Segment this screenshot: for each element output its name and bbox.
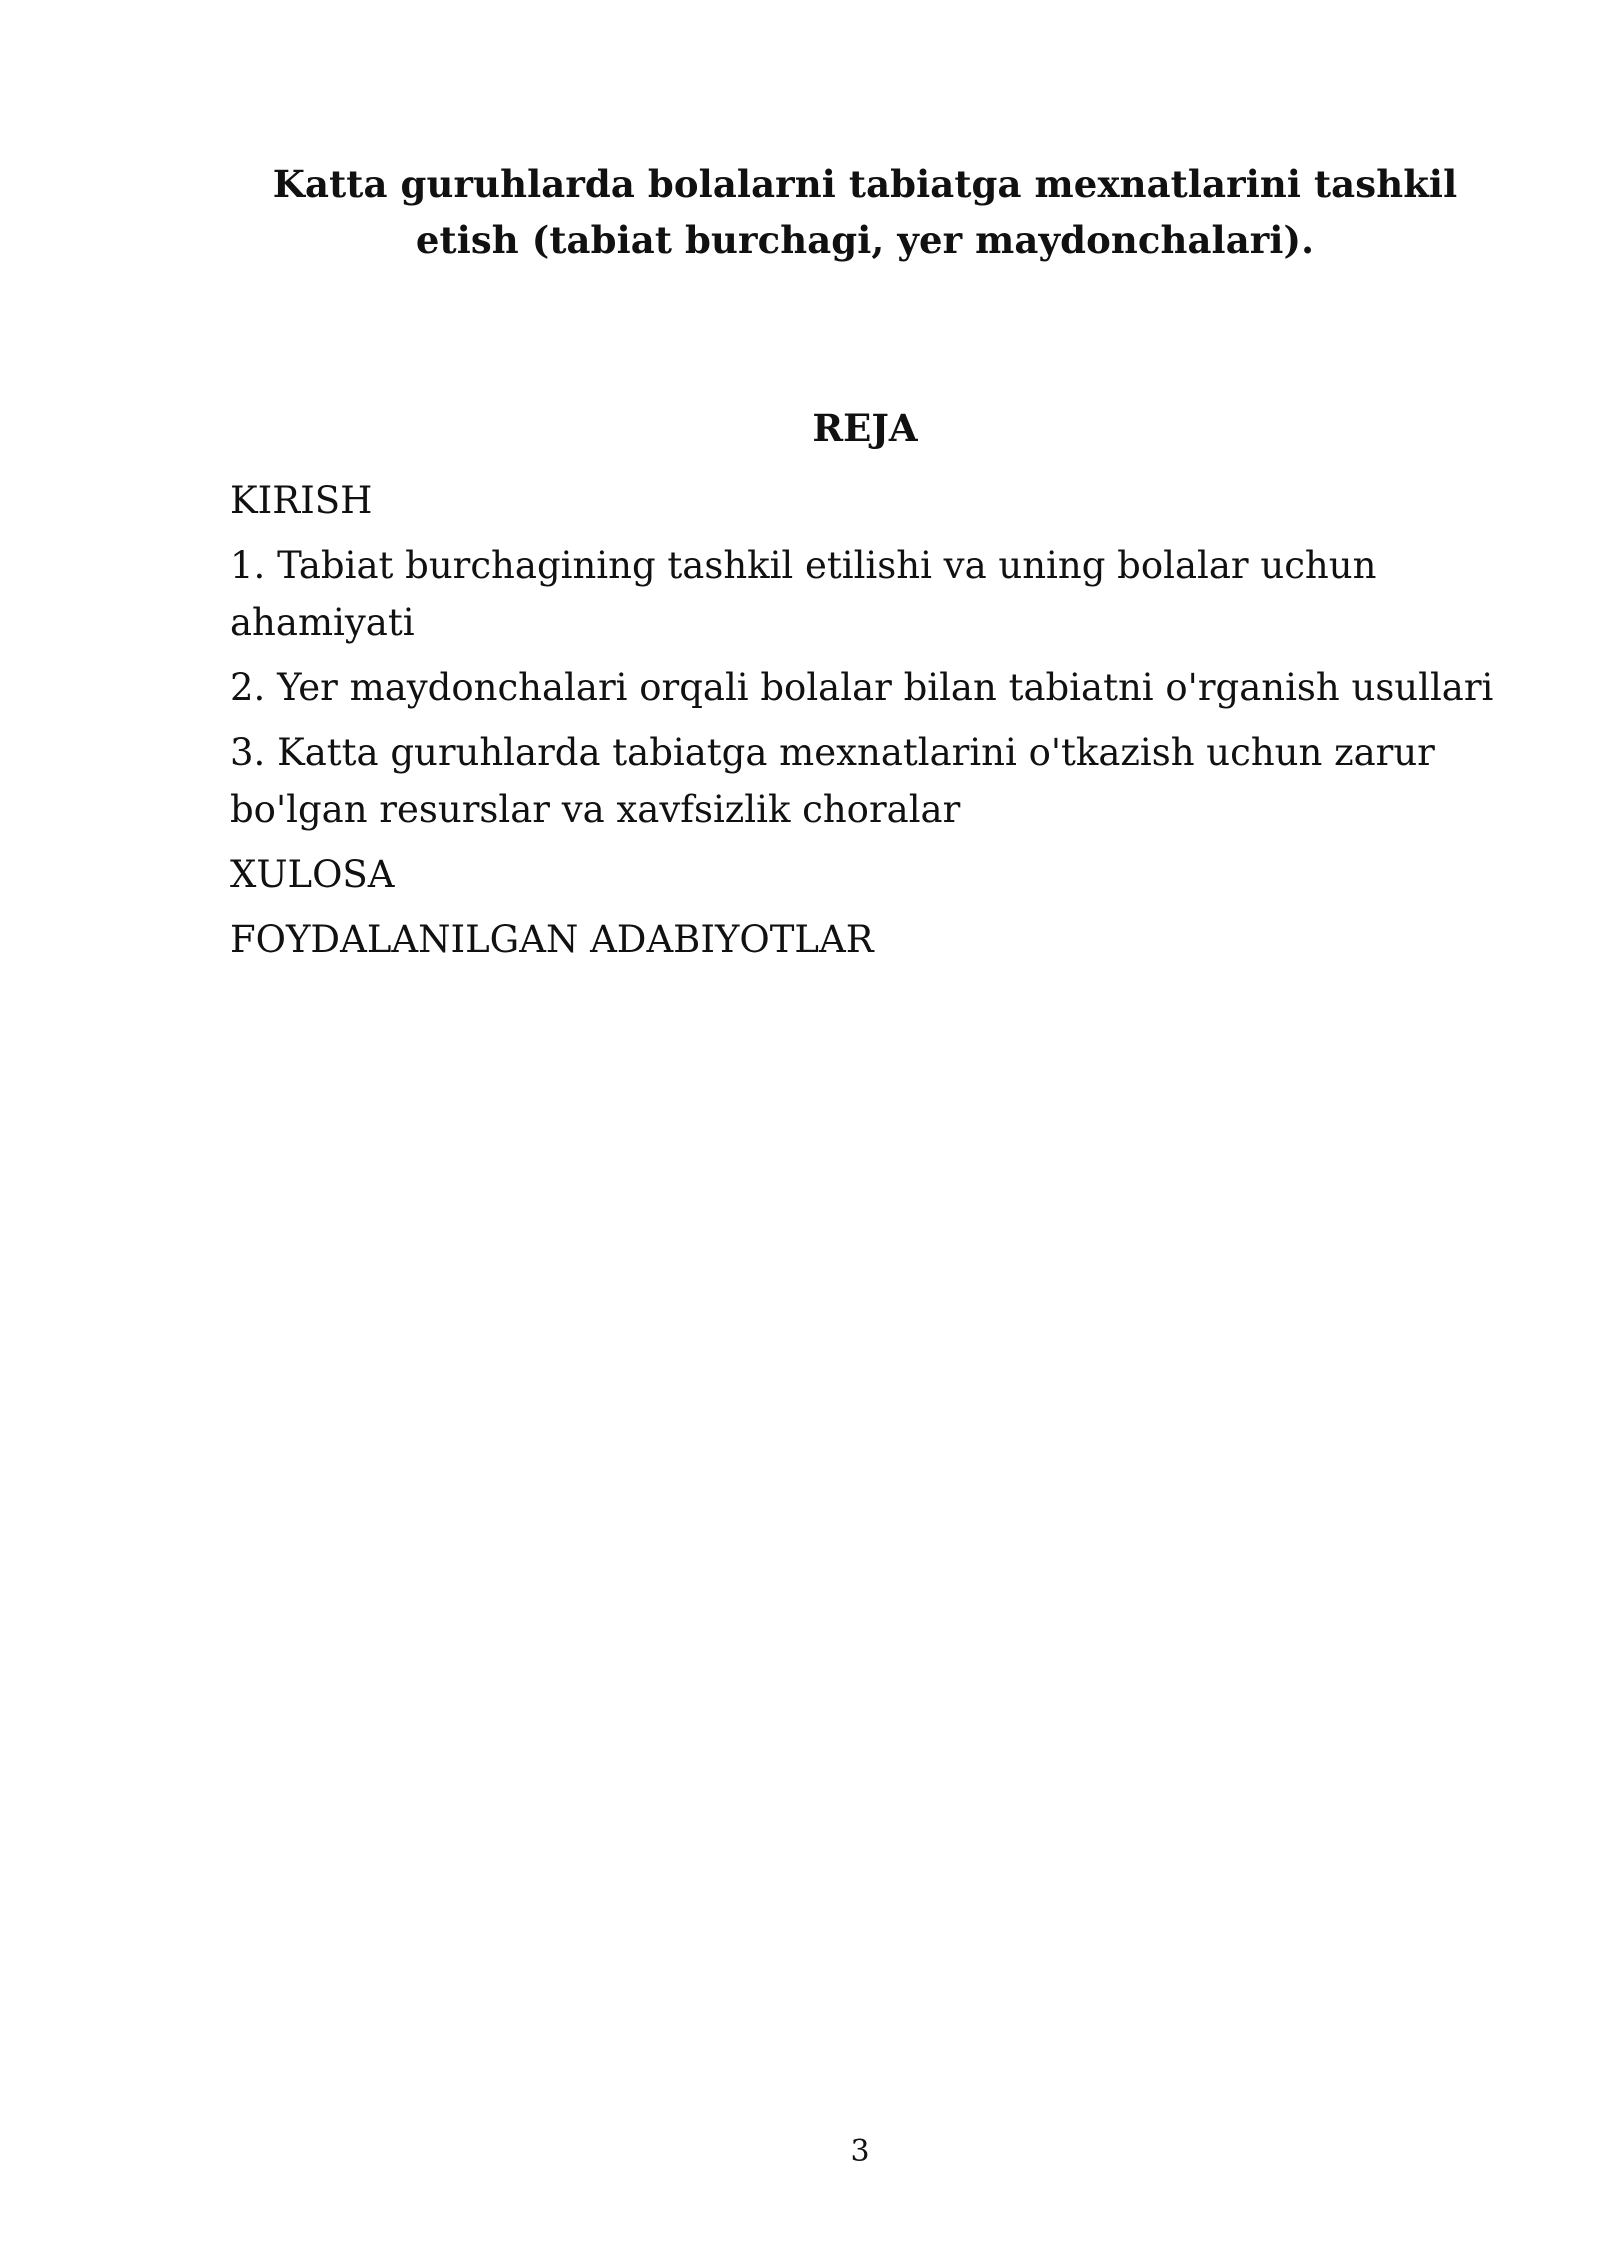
document-title: Katta guruhlarda bolalarni tabiatga mexnatlarini tashkil etish (tabiat burchagi, yer maydonchalari).: [272, 162, 1458, 262]
plan-item-references: FOYDALANILGAN ADABIYOTLAR: [230, 918, 874, 961]
page-number: 3: [850, 2134, 870, 2169]
plan-list: [230, 472, 1500, 976]
plan-item-3: 3. Katta guruhlarda tabiatga mexnatlarini o'tkazish uchun zarur bo'lgan resurslar va xavfsizlik choralar: [230, 731, 1435, 831]
plan-item-1: 1. Tabiat burchagining tashkil etilishi va uning bolalar uchun ahamiyati: [230, 544, 1377, 644]
plan-item-conclusion: XULOSA: [230, 853, 395, 896]
plan-heading: REJA: [812, 406, 918, 450]
plan-item-2: 2. Yer maydonchalari orqali bolalar bilan tabiatni o'rganish usullari: [230, 666, 1494, 709]
plan-item-introduction: KIRISH: [230, 479, 373, 522]
